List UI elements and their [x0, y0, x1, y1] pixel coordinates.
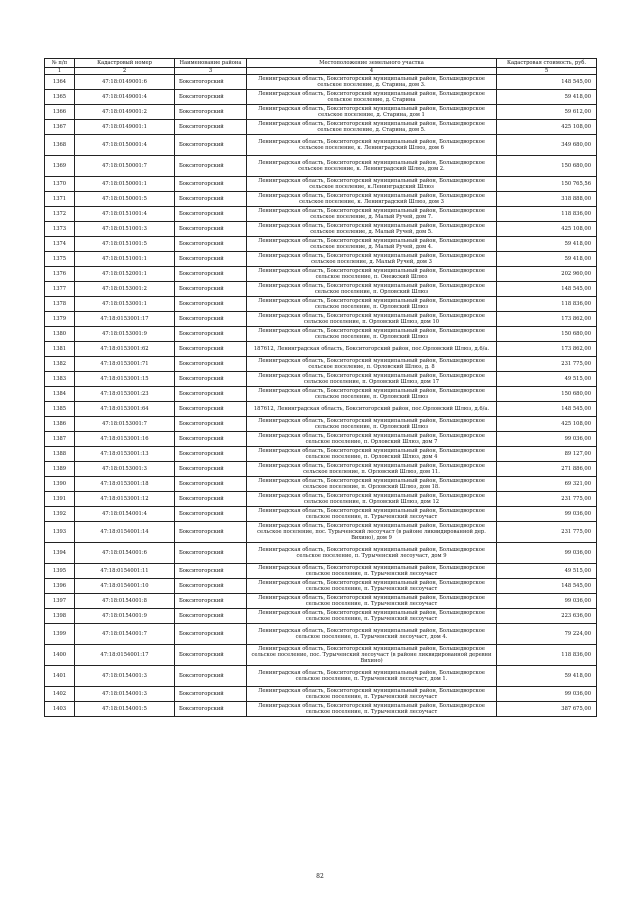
- district-cell: Бокситогорский: [175, 156, 247, 177]
- district-cell: Бокситогорский: [175, 372, 247, 387]
- cadastral-number-cell: 47:18:0154001:3: [75, 687, 175, 702]
- location-cell: Ленинградская область, Бокситогорский муниципальный район, Большедворское сельское поселение, д. Старина, дом 5.: [247, 120, 497, 135]
- table-row: [45, 387, 597, 402]
- location-cell: Ленинградская область, Бокситогорский муниципальный район, Большедворское сельское поселение, п. Орловский Шлюз, дом 11.: [247, 462, 497, 477]
- row-number-cell: 1369: [45, 156, 75, 177]
- header-location: Местоположение земельного участка: [247, 59, 497, 68]
- cadastral-number-cell: 47:18:0154001:11: [75, 564, 175, 579]
- location-cell: Ленинградская область, Бокситогорский муниципальный район, Большедворское сельское поселение, п. Турыченский лесоучаст: [247, 564, 497, 579]
- district-cell: Бокситогорский: [175, 687, 247, 702]
- location-cell: Ленинградская область, Бокситогорский муниципальный район, Большедворское сельское поселение, д. Старина, дом 1: [247, 105, 497, 120]
- column-number: 2: [75, 68, 175, 75]
- district-cell: Бокситогорский: [175, 105, 247, 120]
- table-row: [45, 342, 597, 357]
- location-cell: Ленинградская область, Бокситогорский муниципальный район, Большедворское сельское поселение, п. Турыченский лесоучаст: [247, 594, 497, 609]
- district-cell: Бокситогорский: [175, 207, 247, 222]
- table-row: [45, 135, 597, 156]
- cadastral-number-cell: 47:18:0153001:2: [75, 282, 175, 297]
- cadastral-number-cell: 47:18:0152001:1: [75, 267, 175, 282]
- district-cell: Бокситогорский: [175, 192, 247, 207]
- cadastral-number-cell: 47:18:0153001:71: [75, 357, 175, 372]
- row-number-cell: 1378: [45, 297, 75, 312]
- row-number-cell: 1402: [45, 687, 75, 702]
- district-cell: Бокситогорский: [175, 135, 247, 156]
- location-cell: 187612, Ленинградская область, Бокситогорский район, пос.Орловский Шлюз, д.6/а.: [247, 402, 497, 417]
- cadastral-value-cell: 150 680,00: [497, 387, 597, 402]
- district-cell: Бокситогорский: [175, 477, 247, 492]
- cadastral-number-cell: 47:18:0151001:5: [75, 237, 175, 252]
- cadastral-value-cell: 59 418,00: [497, 237, 597, 252]
- cadastral-value-cell: 231 775,00: [497, 492, 597, 507]
- row-number-cell: 1376: [45, 267, 75, 282]
- column-number-row: [45, 68, 597, 75]
- district-cell: Бокситогорский: [175, 297, 247, 312]
- location-cell: Ленинградская область, Бокситогорский муниципальный район, Большедворское сельское поселение, п. Онежский Шлюз: [247, 267, 497, 282]
- cadastral-number-cell: 47:18:0149001:2: [75, 105, 175, 120]
- district-cell: Бокситогорский: [175, 702, 247, 717]
- location-cell: Ленинградская область, Бокситогорский муниципальный район, Большедворское сельское поселение, п. Орловский Шлюз, дом 4: [247, 447, 497, 462]
- location-cell: 187612, Ленинградская область, Бокситогорский район, пос.Орловский Шлюз, д.6/а.: [247, 342, 497, 357]
- cadastral-number-cell: 47:18:0154001:7: [75, 624, 175, 645]
- row-number-cell: 1398: [45, 609, 75, 624]
- location-cell: Ленинградская область, Бокситогорский муниципальный район, Большедворское сельское поселение, к. Ленинградский Шлюз, дом 3: [247, 192, 497, 207]
- table-row: [45, 609, 597, 624]
- table-row: [45, 402, 597, 417]
- district-cell: Бокситогорский: [175, 579, 247, 594]
- cadastral-value-cell: 173 862,00: [497, 342, 597, 357]
- cadastral-value-cell: 59 612,00: [497, 105, 597, 120]
- district-cell: Бокситогорский: [175, 609, 247, 624]
- table-row: [45, 543, 597, 564]
- district-cell: Бокситогорский: [175, 417, 247, 432]
- district-cell: Бокситогорский: [175, 645, 247, 666]
- cadastral-value-cell: 59 418,00: [497, 666, 597, 687]
- location-cell: Ленинградская область, Бокситогорский муниципальный район, Большедворское сельское поселение, к. Ленинградский Шлюз, дом 6: [247, 135, 497, 156]
- cadastral-value-cell: 173 862,00: [497, 312, 597, 327]
- table-row: [45, 477, 597, 492]
- cadastral-value-cell: 202 960,00: [497, 267, 597, 282]
- row-number-cell: 1392: [45, 507, 75, 522]
- row-number-cell: 1391: [45, 492, 75, 507]
- table-row: [45, 75, 597, 90]
- row-number-cell: 1382: [45, 357, 75, 372]
- cadastral-number-cell: 47:18:0154001:9: [75, 609, 175, 624]
- row-number-cell: 1381: [45, 342, 75, 357]
- cadastral-value-cell: 223 636,00: [497, 609, 597, 624]
- location-cell: Ленинградская область, Бокситогорский муниципальный район, Большедворское сельское поселение, пос. Турыченский лесоучаст (в районе ликвидированной деревни Вихино): [247, 645, 497, 666]
- location-cell: Ленинградская область, Бокситогорский муниципальный район, Большедворское сельское поселение, п. Турыченский лесоучаст: [247, 507, 497, 522]
- table-header-row: [45, 59, 597, 68]
- row-number-cell: 1364: [45, 75, 75, 90]
- location-cell: Ленинградская область, Бокситогорский муниципальный район, Большедворское сельское поселение, п. Орловский Шлюз, д. 8: [247, 357, 497, 372]
- district-cell: Бокситогорский: [175, 237, 247, 252]
- table-row: [45, 507, 597, 522]
- district-cell: Бокситогорский: [175, 342, 247, 357]
- row-number-cell: 1401: [45, 666, 75, 687]
- row-number-cell: 1383: [45, 372, 75, 387]
- cadastral-value-cell: 49 515,00: [497, 564, 597, 579]
- cadastral-number-cell: 47:18:0153001:64: [75, 402, 175, 417]
- cadastral-number-cell: 47:18:0154001:6: [75, 543, 175, 564]
- table-row: [45, 522, 597, 543]
- district-cell: Бокситогорский: [175, 177, 247, 192]
- district-cell: Бокситогорский: [175, 432, 247, 447]
- table-row: [45, 207, 597, 222]
- row-number-cell: 1373: [45, 222, 75, 237]
- row-number-cell: 1375: [45, 252, 75, 267]
- cadastral-number-cell: 47:18:0149001:1: [75, 120, 175, 135]
- table-row: [45, 357, 597, 372]
- row-number-cell: 1365: [45, 90, 75, 105]
- cadastral-value-cell: 59 418,00: [497, 252, 597, 267]
- row-number-cell: 1368: [45, 135, 75, 156]
- column-number: 1: [45, 68, 75, 75]
- location-cell: Ленинградская область, Бокситогорский муниципальный район, Большедворское сельское поселение, д. Малый Ручей, дом 3: [247, 252, 497, 267]
- row-number-cell: 1371: [45, 192, 75, 207]
- document-sheet: [44, 58, 596, 717]
- cadastral-value-cell: 59 418,00: [497, 90, 597, 105]
- table-row: [45, 156, 597, 177]
- district-cell: Бокситогорский: [175, 594, 247, 609]
- table-row: [45, 222, 597, 237]
- location-cell: Ленинградская область, Бокситогорский муниципальный район, Большедворское сельское поселение, п. Орловский Шлюз, дом 18.: [247, 477, 497, 492]
- location-cell: Ленинградская область, Бокситогорский муниципальный район, Большедворское сельское поселение, п. Орловский Шлюз: [247, 387, 497, 402]
- cadastral-value-cell: 425 108,00: [497, 120, 597, 135]
- location-cell: Ленинградская область, Бокситогорский муниципальный район, Большедворское сельское поселение, п. Турыченский лесоучаст, дом 4.: [247, 624, 497, 645]
- location-cell: Ленинградская область, Бокситогорский муниципальный район, Большедворское сельское поселение, пос. Турыченский лесоучаст (в районе ликвидированной дер. Вихино), дом 9: [247, 522, 497, 543]
- cadastral-number-cell: 47:18:0153001:18: [75, 477, 175, 492]
- cadastral-number-cell: 47:18:0154001:14: [75, 522, 175, 543]
- row-number-cell: 1370: [45, 177, 75, 192]
- cadastral-number-cell: 47:18:0149001:4: [75, 90, 175, 105]
- table-row: [45, 624, 597, 645]
- cadastral-number-cell: 47:18:0153001:62: [75, 342, 175, 357]
- district-cell: Бокситогорский: [175, 312, 247, 327]
- row-number-cell: 1380: [45, 327, 75, 342]
- cadastral-value-cell: 69 321,00: [497, 477, 597, 492]
- table-row: [45, 564, 597, 579]
- district-cell: Бокситогорский: [175, 543, 247, 564]
- row-number-cell: 1384: [45, 387, 75, 402]
- cadastral-value-cell: 387 675,00: [497, 702, 597, 717]
- cadastral-value-cell: 99 036,00: [497, 543, 597, 564]
- table-row: [45, 120, 597, 135]
- cadastral-number-cell: 47:18:0153001:23: [75, 387, 175, 402]
- table-row: [45, 645, 597, 666]
- table-row: [45, 105, 597, 120]
- column-number: 4: [247, 68, 497, 75]
- district-cell: Бокситогорский: [175, 402, 247, 417]
- row-number-cell: 1400: [45, 645, 75, 666]
- cadastral-number-cell: 47:18:0153001:3: [75, 462, 175, 477]
- district-cell: Бокситогорский: [175, 90, 247, 105]
- cadastral-value-cell: 231 775,00: [497, 522, 597, 543]
- location-cell: Ленинградская область, Бокситогорский муниципальный район, Большедворское сельское поселение, п. Турыченский лесоучаст: [247, 702, 497, 717]
- district-cell: Бокситогорский: [175, 447, 247, 462]
- cadastral-value-cell: 49 515,00: [497, 372, 597, 387]
- cadastral-number-cell: 47:18:0153001:15: [75, 372, 175, 387]
- cadastral-number-cell: 47:18:0154001:5: [75, 702, 175, 717]
- cadastral-value-cell: 99 036,00: [497, 432, 597, 447]
- row-number-cell: 1372: [45, 207, 75, 222]
- cadastral-value-cell: 150 680,00: [497, 156, 597, 177]
- row-number-cell: 1395: [45, 564, 75, 579]
- location-cell: Ленинградская область, Бокситогорский муниципальный район, Большедворское сельское поселение, д. Старина: [247, 90, 497, 105]
- cadastral-number-cell: 47:18:0150001:7: [75, 156, 175, 177]
- table-row: [45, 447, 597, 462]
- cadastral-number-cell: 47:18:0154001:17: [75, 645, 175, 666]
- location-cell: Ленинградская область, Бокситогорский муниципальный район, Большедворское сельское поселение, д. Старина, дом 3.: [247, 75, 497, 90]
- cadastral-number-cell: 47:18:0150001:5: [75, 192, 175, 207]
- location-cell: Ленинградская область, Бокситогорский муниципальный район, Большедворское сельское поселение, к. Ленинградский Шлюз, дом 2.: [247, 156, 497, 177]
- district-cell: Бокситогорский: [175, 357, 247, 372]
- table-row: [45, 192, 597, 207]
- column-number: 5: [497, 68, 597, 75]
- cadastral-value-cell: 79 224,00: [497, 624, 597, 645]
- table-row: [45, 327, 597, 342]
- cadastral-number-cell: 47:18:0153001:9: [75, 327, 175, 342]
- district-cell: Бокситогорский: [175, 75, 247, 90]
- location-cell: Ленинградская область, Бокситогорский муниципальный район, Большедворское сельское поселение, п. Турыченский лесоучаст, дом 1.: [247, 666, 497, 687]
- cadastral-value-cell: 150 680,00: [497, 327, 597, 342]
- cadastral-value-cell: 148 545,00: [497, 75, 597, 90]
- land-cadastral-table: [44, 58, 597, 717]
- table-row: [45, 297, 597, 312]
- table-row: [45, 252, 597, 267]
- cadastral-value-cell: 150 765,56: [497, 177, 597, 192]
- row-number-cell: 1386: [45, 417, 75, 432]
- district-cell: Бокситогорский: [175, 564, 247, 579]
- page-number: 82: [316, 873, 324, 880]
- cadastral-number-cell: 47:18:0154001:8: [75, 594, 175, 609]
- header-district: Наименование района: [175, 59, 247, 68]
- row-number-cell: 1389: [45, 462, 75, 477]
- district-cell: Бокситогорский: [175, 507, 247, 522]
- table-row: [45, 177, 597, 192]
- cadastral-number-cell: 47:18:0151001:1: [75, 252, 175, 267]
- row-number-cell: 1385: [45, 402, 75, 417]
- row-number-cell: 1366: [45, 105, 75, 120]
- district-cell: Бокситогорский: [175, 267, 247, 282]
- district-cell: Бокситогорский: [175, 666, 247, 687]
- header-cadastral-value: Кадастровая стоимость, руб.: [497, 59, 597, 68]
- cadastral-number-cell: 47:18:0154001:4: [75, 507, 175, 522]
- row-number-cell: 1379: [45, 312, 75, 327]
- table-row: [45, 666, 597, 687]
- cadastral-value-cell: 118 836,00: [497, 645, 597, 666]
- row-number-cell: 1397: [45, 594, 75, 609]
- district-cell: Бокситогорский: [175, 522, 247, 543]
- row-number-cell: 1394: [45, 543, 75, 564]
- table-row: [45, 90, 597, 105]
- cadastral-value-cell: 99 036,00: [497, 507, 597, 522]
- cadastral-number-cell: 47:18:0153001:7: [75, 417, 175, 432]
- district-cell: Бокситогорский: [175, 120, 247, 135]
- location-cell: Ленинградская область, Бокситогорский муниципальный район, Большедворское сельское поселение, п. Орловский Шлюз, дом 17: [247, 372, 497, 387]
- row-number-cell: 1396: [45, 579, 75, 594]
- cadastral-number-cell: 47:18:0153001:12: [75, 492, 175, 507]
- table-row: [45, 462, 597, 477]
- location-cell: Ленинградская область, Бокситогорский муниципальный район, Большедворское сельское поселение, п. Турыченский лесоучаст: [247, 687, 497, 702]
- district-cell: Бокситогорский: [175, 624, 247, 645]
- cadastral-number-cell: 47:18:0150001:4: [75, 135, 175, 156]
- location-cell: Ленинградская область, Бокситогорский муниципальный район, Большедворское сельское поселение, п. Орловский Шлюз: [247, 282, 497, 297]
- row-number-cell: 1367: [45, 120, 75, 135]
- district-cell: Бокситогорский: [175, 222, 247, 237]
- row-number-cell: 1399: [45, 624, 75, 645]
- row-number-cell: 1390: [45, 477, 75, 492]
- district-cell: Бокситогорский: [175, 387, 247, 402]
- cadastral-value-cell: 425 108,00: [497, 417, 597, 432]
- cadastral-value-cell: 89 127,00: [497, 447, 597, 462]
- cadastral-number-cell: 47:18:0151001:4: [75, 207, 175, 222]
- location-cell: Ленинградская область, Бокситогорский муниципальный район, Большедворское сельское поселение, к.Ленинградский Шлюз: [247, 177, 497, 192]
- table-row: [45, 417, 597, 432]
- table-body: [45, 75, 597, 717]
- location-cell: Ленинградская область, Бокситогорский муниципальный район, Большедворское сельское поселение, п. Орловский Шлюз, дом 7: [247, 432, 497, 447]
- district-cell: Бокситогорский: [175, 252, 247, 267]
- row-number-cell: 1393: [45, 522, 75, 543]
- table-row: [45, 492, 597, 507]
- district-cell: Бокситогорский: [175, 327, 247, 342]
- table-row: [45, 702, 597, 717]
- location-cell: Ленинградская область, Бокситогорский муниципальный район, Большедворское сельское поселение, п. Турыченский лесоучаст: [247, 609, 497, 624]
- column-number: 3: [175, 68, 247, 75]
- table-row: [45, 282, 597, 297]
- table-row: [45, 237, 597, 252]
- cadastral-value-cell: 425 108,00: [497, 222, 597, 237]
- row-number-cell: 1388: [45, 447, 75, 462]
- cadastral-value-cell: 148 545,00: [497, 579, 597, 594]
- location-cell: Ленинградская область, Бокситогорский муниципальный район, Большедворское сельское поселение, д. Малый Ручей, дом 7.: [247, 207, 497, 222]
- cadastral-number-cell: 47:18:0153001:16: [75, 432, 175, 447]
- row-number-cell: 1374: [45, 237, 75, 252]
- cadastral-number-cell: 47:18:0153001:1: [75, 297, 175, 312]
- cadastral-number-cell: 47:18:0153001:17: [75, 312, 175, 327]
- cadastral-number-cell: 47:18:0154001:10: [75, 579, 175, 594]
- district-cell: Бокситогорский: [175, 492, 247, 507]
- cadastral-value-cell: 318 888,00: [497, 192, 597, 207]
- table-row: [45, 687, 597, 702]
- cadastral-number-cell: 47:18:0154001:3: [75, 666, 175, 687]
- cadastral-number-cell: 47:18:0153001:13: [75, 447, 175, 462]
- location-cell: Ленинградская область, Бокситогорский муниципальный район, Большедворское сельское поселение, п. Турыченский лесоучаст: [247, 579, 497, 594]
- header-no: № п/п: [45, 59, 75, 68]
- cadastral-value-cell: 349 680,00: [497, 135, 597, 156]
- district-cell: Бокситогорский: [175, 282, 247, 297]
- cadastral-number-cell: 47:18:0149001:6: [75, 75, 175, 90]
- table-row: [45, 594, 597, 609]
- location-cell: Ленинградская область, Бокситогорский муниципальный район, Большедворское сельское поселение, п. Орловский Шлюз: [247, 327, 497, 342]
- row-number-cell: 1387: [45, 432, 75, 447]
- cadastral-value-cell: 118 836,00: [497, 207, 597, 222]
- table-row: [45, 312, 597, 327]
- cadastral-value-cell: 148 545,00: [497, 282, 597, 297]
- cadastral-number-cell: 47:18:0151001:3: [75, 222, 175, 237]
- cadastral-value-cell: 271 886,00: [497, 462, 597, 477]
- table-row: [45, 372, 597, 387]
- location-cell: Ленинградская область, Бокситогорский муниципальный район, Большедворское сельское поселение, п. Орловский Шлюз: [247, 297, 497, 312]
- location-cell: Ленинградская область, Бокситогорский муниципальный район, Большедворское сельское поселение, д. Малый Ручей, дом 5.: [247, 222, 497, 237]
- location-cell: Ленинградская область, Бокситогорский муниципальный район, Большедворское сельское поселение, п. Турыченский лесоучаст, дом 9: [247, 543, 497, 564]
- row-number-cell: 1403: [45, 702, 75, 717]
- cadastral-value-cell: 148 545,00: [497, 402, 597, 417]
- location-cell: Ленинградская область, Бокситогорский муниципальный район, Большедворское сельское поселение, д. Малый Ручей, дом 4.: [247, 237, 497, 252]
- header-cadastral-number: Кадастровый номер: [75, 59, 175, 68]
- table-row: [45, 432, 597, 447]
- table-row: [45, 579, 597, 594]
- location-cell: Ленинградская область, Бокситогорский муниципальный район, Большедворское сельское поселение, п. Орловский Шлюз, дом 10: [247, 312, 497, 327]
- cadastral-value-cell: 99 036,00: [497, 687, 597, 702]
- table-row: [45, 267, 597, 282]
- location-cell: Ленинградская область, Бокситогорский муниципальный район, Большедворское сельское поселение, п. Орловский Шлюз, дом 12: [247, 492, 497, 507]
- row-number-cell: 1377: [45, 282, 75, 297]
- cadastral-number-cell: 47:18:0150001:1: [75, 177, 175, 192]
- district-cell: Бокситогорский: [175, 462, 247, 477]
- cadastral-value-cell: 231 775,00: [497, 357, 597, 372]
- cadastral-value-cell: 99 036,00: [497, 594, 597, 609]
- location-cell: Ленинградская область, Бокситогорский муниципальный район, Большедворское сельское поселение, п. Орловский Шлюз: [247, 417, 497, 432]
- cadastral-value-cell: 118 836,00: [497, 297, 597, 312]
